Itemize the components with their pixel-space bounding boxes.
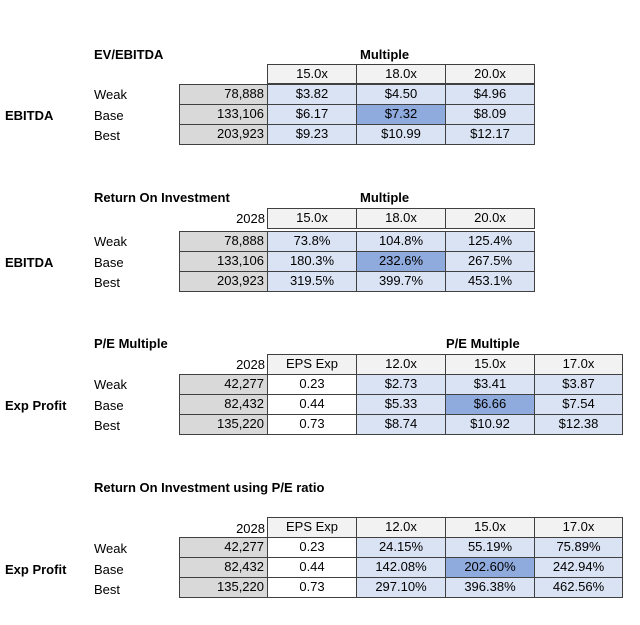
s1-cell-weak-2[interactable]: $4.50 bbox=[356, 84, 446, 105]
s2-cell-weak-1[interactable]: 73.8% bbox=[267, 231, 357, 252]
s1-cell-base-3[interactable]: $8.09 bbox=[445, 104, 535, 125]
s1-value-weak[interactable]: 78,888 bbox=[179, 84, 268, 105]
s2-cell-base-3[interactable]: 267.5% bbox=[445, 251, 535, 272]
s4-eps-base[interactable]: 0.44 bbox=[267, 557, 357, 578]
s4-row-label-best: Best bbox=[94, 582, 121, 597]
s4-value-best[interactable]: 135,220 bbox=[179, 577, 268, 598]
s3-cell-best-3[interactable]: $12.38 bbox=[534, 414, 623, 435]
s1-cell-base-1[interactable]: $6.17 bbox=[267, 104, 357, 125]
s1-cell-best-1[interactable]: $9.23 bbox=[267, 124, 357, 145]
s1-cell-best-3[interactable]: $12.17 bbox=[445, 124, 535, 145]
s2-value-weak[interactable]: 78,888 bbox=[179, 231, 268, 252]
s3-value-best[interactable]: 135,220 bbox=[179, 414, 268, 435]
s4-col-header-3[interactable]: 17.0x bbox=[534, 517, 623, 538]
s3-row-label-best: Best bbox=[94, 418, 121, 433]
s3-cell-weak-3[interactable]: $3.87 bbox=[534, 374, 623, 395]
section2-multiple-label: Multiple bbox=[360, 190, 410, 205]
s4-cell-weak-3[interactable]: 75.89% bbox=[534, 537, 623, 558]
s3-cell-base-2-highlighted[interactable]: $6.66 bbox=[445, 394, 535, 415]
s4-cell-best-2[interactable]: 396.38% bbox=[445, 577, 535, 598]
s2-value-best[interactable]: 203,923 bbox=[179, 271, 268, 292]
s4-eps-best[interactable]: 0.73 bbox=[267, 577, 357, 598]
s1-row-label-base: Base bbox=[94, 108, 124, 123]
s4-cell-base-2-highlighted[interactable]: 202.60% bbox=[445, 557, 535, 578]
s3-eps-best[interactable]: 0.73 bbox=[267, 414, 357, 435]
s4-side-label: Exp Profit bbox=[5, 562, 67, 577]
s3-cell-weak-1[interactable]: $2.73 bbox=[356, 374, 446, 395]
s3-cell-best-2[interactable]: $10.92 bbox=[445, 414, 535, 435]
s4-row-label-weak: Weak bbox=[94, 541, 127, 556]
s1-cell-best-2[interactable]: $10.99 bbox=[356, 124, 446, 145]
section3-title: P/E Multiple bbox=[94, 336, 168, 351]
s1-value-best[interactable]: 203,923 bbox=[179, 124, 268, 145]
s1-cell-weak-1[interactable]: $3.82 bbox=[267, 84, 357, 105]
s3-cell-base-1[interactable]: $5.33 bbox=[356, 394, 446, 415]
s4-eps-weak[interactable]: 0.23 bbox=[267, 537, 357, 558]
s1-cell-weak-3[interactable]: $4.96 bbox=[445, 84, 535, 105]
s4-cell-base-1[interactable]: 142.08% bbox=[356, 557, 446, 578]
s2-cell-base-2-highlighted[interactable]: 232.6% bbox=[356, 251, 446, 272]
s2-cell-weak-3[interactable]: 125.4% bbox=[445, 231, 535, 252]
s4-col-header-2[interactable]: 15.0x bbox=[445, 517, 535, 538]
s3-col-header-3[interactable]: 17.0x bbox=[534, 354, 623, 375]
section4-title: Return On Investment using P/E ratio bbox=[94, 480, 325, 495]
s3-cell-weak-2[interactable]: $3.41 bbox=[445, 374, 535, 395]
s4-cell-weak-1[interactable]: 24.15% bbox=[356, 537, 446, 558]
section3-multiple-label: P/E Multiple bbox=[446, 336, 520, 351]
s3-eps-base[interactable]: 0.44 bbox=[267, 394, 357, 415]
s4-cell-base-3[interactable]: 242.94% bbox=[534, 557, 623, 578]
s3-row-label-weak: Weak bbox=[94, 377, 127, 392]
s2-cell-weak-2[interactable]: 104.8% bbox=[356, 231, 446, 252]
s3-value-weak[interactable]: 42,277 bbox=[179, 374, 268, 395]
s2-cell-best-2[interactable]: 399.7% bbox=[356, 271, 446, 292]
section1-title: EV/EBITDA bbox=[94, 47, 164, 62]
s4-cell-best-1[interactable]: 297.10% bbox=[356, 577, 446, 598]
s2-col-header-2[interactable]: 18.0x bbox=[356, 208, 446, 229]
s4-value-base[interactable]: 82,432 bbox=[179, 557, 268, 578]
s2-row-label-base: Base bbox=[94, 255, 124, 270]
s2-col-header-1[interactable]: 15.0x bbox=[267, 208, 357, 229]
s1-side-label: EBITDA bbox=[5, 108, 54, 123]
s4-cell-weak-2[interactable]: 55.19% bbox=[445, 537, 535, 558]
s3-side-label: Exp Profit bbox=[5, 398, 67, 413]
s1-row-label-weak: Weak bbox=[94, 87, 127, 102]
s1-col-header-3[interactable]: 20.0x bbox=[445, 64, 535, 84]
s2-year: 2028 bbox=[236, 211, 265, 226]
s1-value-base[interactable]: 133,106 bbox=[179, 104, 268, 125]
s3-cell-best-1[interactable]: $8.74 bbox=[356, 414, 446, 435]
section1-multiple-label: Multiple bbox=[360, 47, 410, 62]
s4-year: 2028 bbox=[236, 521, 265, 536]
s2-row-label-best: Best bbox=[94, 275, 121, 290]
s1-cell-base-2-highlighted[interactable]: $7.32 bbox=[356, 104, 446, 125]
s3-value-base[interactable]: 82,432 bbox=[179, 394, 268, 415]
s4-eps-header[interactable]: EPS Exp bbox=[267, 517, 357, 538]
s4-col-header-1[interactable]: 12.0x bbox=[356, 517, 446, 538]
s2-side-label: EBITDA bbox=[5, 255, 54, 270]
s1-row-label-best: Best bbox=[94, 128, 121, 143]
s3-year: 2028 bbox=[236, 357, 265, 372]
s4-row-label-base: Base bbox=[94, 562, 124, 577]
s2-row-label-weak: Weak bbox=[94, 234, 127, 249]
s2-cell-best-1[interactable]: 319.5% bbox=[267, 271, 357, 292]
s3-eps-weak[interactable]: 0.23 bbox=[267, 374, 357, 395]
s3-row-label-base: Base bbox=[94, 398, 124, 413]
s2-cell-base-1[interactable]: 180.3% bbox=[267, 251, 357, 272]
s1-col-header-2[interactable]: 18.0x bbox=[356, 64, 446, 84]
s4-value-weak[interactable]: 42,277 bbox=[179, 537, 268, 558]
s2-col-header-3[interactable]: 20.0x bbox=[445, 208, 535, 229]
s2-value-base[interactable]: 133,106 bbox=[179, 251, 268, 272]
s3-cell-base-3[interactable]: $7.54 bbox=[534, 394, 623, 415]
s3-col-header-2[interactable]: 15.0x bbox=[445, 354, 535, 375]
section2-title: Return On Investment bbox=[94, 190, 230, 205]
s1-col-header-1[interactable]: 15.0x bbox=[267, 64, 357, 84]
s3-col-header-1[interactable]: 12.0x bbox=[356, 354, 446, 375]
s4-cell-best-3[interactable]: 462.56% bbox=[534, 577, 623, 598]
s2-cell-best-3[interactable]: 453.1% bbox=[445, 271, 535, 292]
s3-eps-header[interactable]: EPS Exp bbox=[267, 354, 357, 375]
